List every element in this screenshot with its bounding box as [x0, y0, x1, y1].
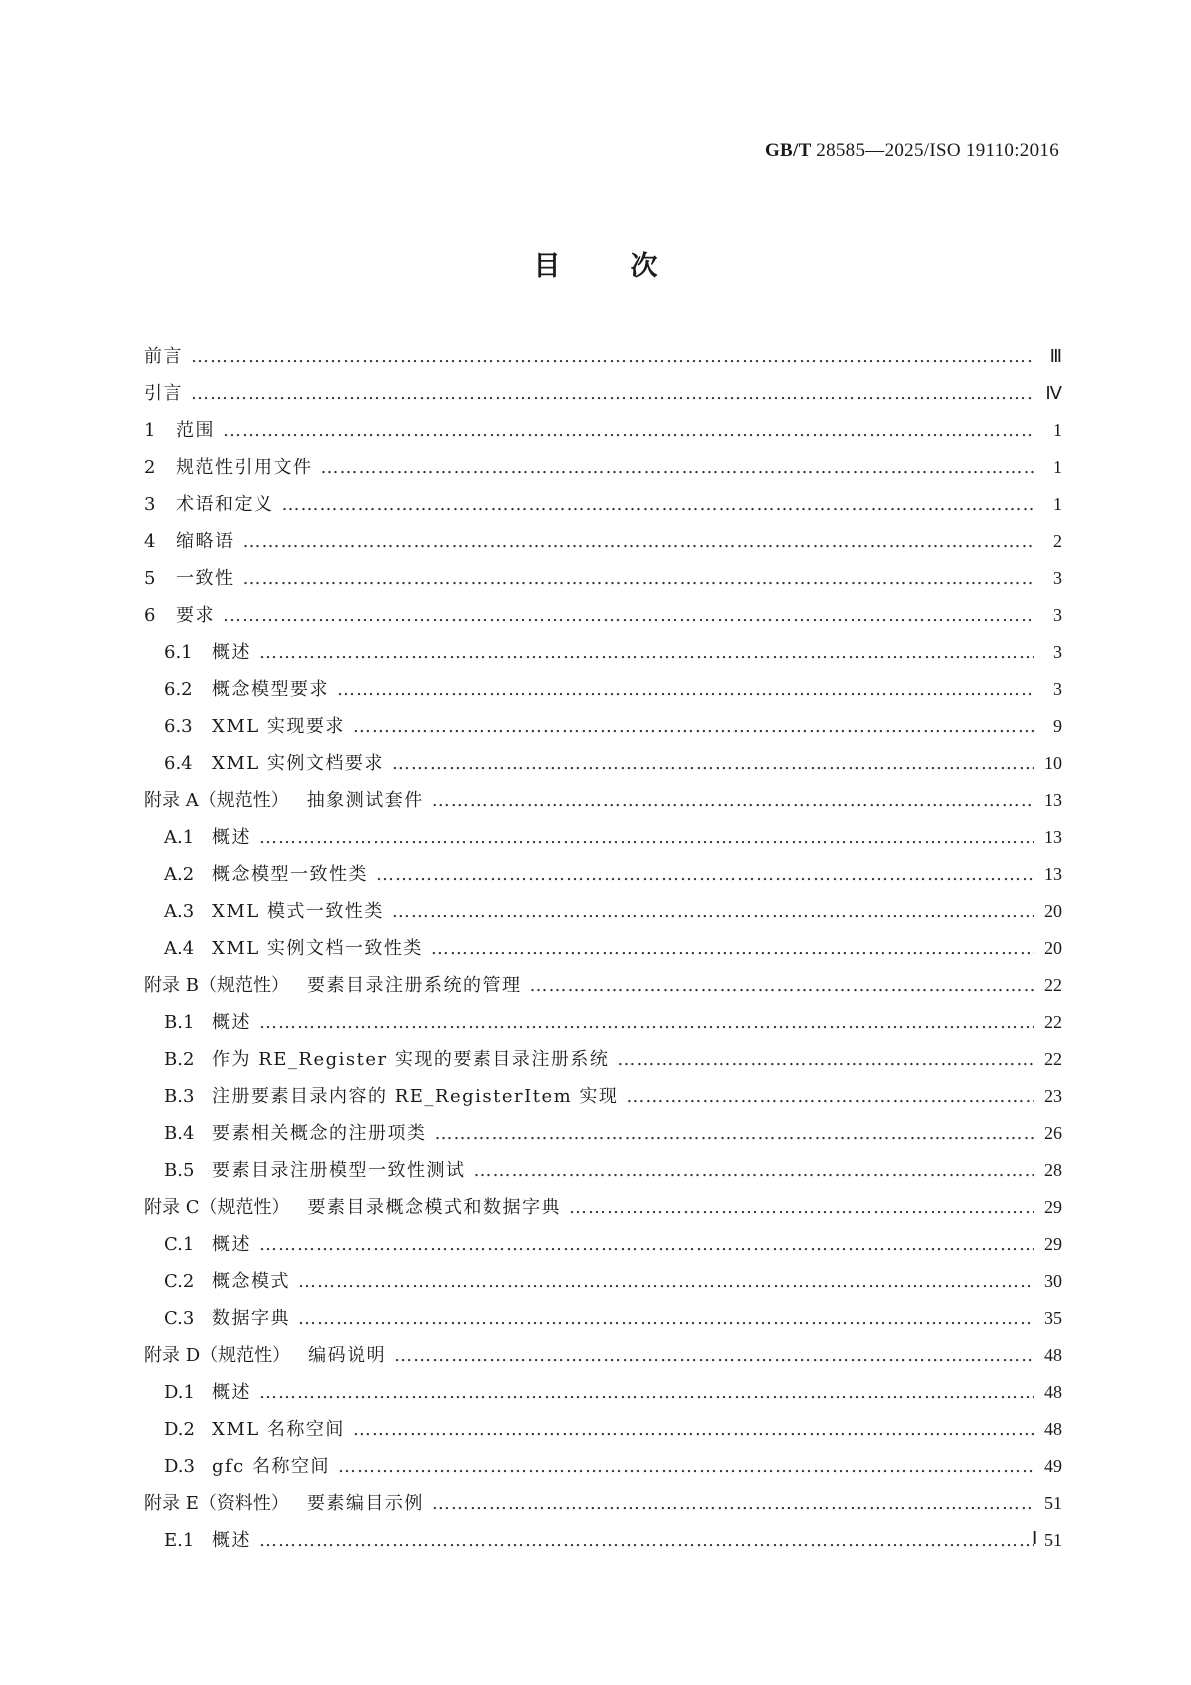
toc-leader-dots: [353, 1411, 1034, 1448]
toc-entry[interactable]: [144, 782, 1062, 819]
toc-entry-label: 要素相关概念的注册项类: [212, 1123, 427, 1144]
toc-entry-page: 22: [1044, 975, 1062, 995]
toc-entry-number: 3: [144, 494, 156, 515]
toc-entry-number: D.2: [164, 1419, 195, 1440]
toc-entry[interactable]: [144, 1522, 1062, 1559]
toc-entry-number: A.3: [164, 901, 195, 922]
toc-entry[interactable]: [144, 856, 1062, 893]
toc-entry-page: 28: [1044, 1160, 1062, 1180]
toc-entry[interactable]: [144, 412, 1062, 449]
toc-entry-label: 要素目录注册模型一致性测试: [212, 1160, 466, 1181]
toc-entry[interactable]: [144, 1448, 1062, 1485]
toc-leader-dots: [435, 1115, 1035, 1152]
toc-entry[interactable]: [144, 1263, 1062, 1300]
toc-entry-page: 22: [1044, 1012, 1062, 1032]
toc-entry-label: 术语和定义: [176, 494, 274, 515]
toc-entry[interactable]: [144, 375, 1062, 412]
toc-leader-dots: [321, 449, 1035, 486]
toc-entry-page: 49: [1044, 1456, 1062, 1476]
toc-entry-number: 附录 B（规范性）: [144, 975, 289, 996]
toc-entry[interactable]: [144, 1041, 1062, 1078]
toc-entry-label: 概述: [212, 1234, 251, 1255]
toc-entry[interactable]: [144, 1337, 1062, 1374]
toc-leader-dots: [223, 412, 1034, 449]
toc-leader-dots: [298, 1300, 1034, 1337]
toc-entry[interactable]: [144, 745, 1062, 782]
toc-entry[interactable]: [144, 1411, 1062, 1448]
standard-number: [765, 140, 1059, 162]
toc-leader-dots: [243, 560, 1035, 597]
toc-entry-number: B.2: [164, 1049, 195, 1070]
toc-leader-dots: [298, 1263, 1034, 1300]
toc-entry-page: 23: [1044, 1086, 1062, 1106]
toc-entry-label: 概述: [212, 642, 251, 663]
toc-entry-page: 1: [1053, 494, 1062, 514]
toc-entry-label: 前言: [144, 346, 183, 367]
toc-entry-number: B.5: [164, 1160, 195, 1181]
toc-leader-dots: [223, 597, 1034, 634]
toc-entry-number: E.1: [164, 1530, 195, 1551]
toc-entry-page: 9: [1053, 716, 1062, 736]
toc-entry-number: B.1: [164, 1012, 195, 1033]
toc-leader-dots: [432, 1485, 1034, 1522]
toc-leader-dots: [353, 708, 1034, 745]
title-char-2: 次: [630, 251, 658, 282]
toc-leader-dots: [282, 486, 1035, 523]
toc-entry-page: 13: [1044, 864, 1062, 884]
table-of-contents: [144, 338, 1062, 1559]
toc-entry-page: 51: [1044, 1530, 1062, 1550]
toc-entry-label: 概念模型要求: [212, 679, 329, 700]
toc-entry-number: A.4: [164, 938, 195, 959]
toc-entry-label: 概述: [212, 1012, 251, 1033]
toc-entry-label: 概述: [212, 1382, 251, 1403]
toc-entry-page: 13: [1044, 790, 1062, 810]
toc-entry-label: gfc 名称空间: [212, 1456, 330, 1477]
toc-entry-page: 1: [1053, 457, 1062, 477]
toc-entry-page: 29: [1044, 1234, 1062, 1254]
toc-entry-number: D.3: [164, 1456, 195, 1477]
toc-entry-label: 要素编目示例: [306, 1493, 424, 1514]
toc-leader-dots: [191, 338, 1034, 375]
toc-entry-label: 编码说明: [308, 1345, 387, 1366]
toc-entry[interactable]: [144, 1300, 1062, 1337]
toc-entry-page: 48: [1044, 1345, 1062, 1365]
toc-leader-dots: [529, 967, 1034, 1004]
toc-entry[interactable]: [144, 523, 1062, 560]
toc-entry[interactable]: [144, 1485, 1062, 1522]
toc-entry-page: 22: [1044, 1049, 1062, 1069]
toc-leader-dots: [432, 782, 1034, 819]
toc-entry-label: 抽象测试套件: [306, 790, 424, 811]
toc-entry-page: 48: [1044, 1419, 1062, 1439]
toc-entry-number: 2: [144, 457, 156, 478]
toc-entry-label: XML 实现要求: [212, 716, 345, 737]
toc-entry-number: 附录 E（资料性）: [144, 1493, 289, 1514]
toc-entry[interactable]: [144, 1004, 1062, 1041]
toc-entry-number: C.1: [164, 1234, 195, 1255]
toc-leader-dots: [259, 1522, 1034, 1559]
toc-leader-dots: [243, 523, 1035, 560]
toc-leader-dots: [569, 1189, 1034, 1226]
toc-entry-number: 6: [144, 605, 156, 626]
toc-entry[interactable]: [144, 1374, 1062, 1411]
toc-entry[interactable]: [144, 338, 1062, 375]
toc-entry-page: 3: [1053, 605, 1062, 625]
toc-leader-dots: [259, 1374, 1034, 1411]
toc-entry-label: 范围: [176, 420, 215, 441]
toc-leader-dots: [259, 1226, 1034, 1263]
toc-leader-dots: [626, 1078, 1034, 1115]
toc-entry-page: 20: [1044, 901, 1062, 921]
toc-entry-page: 3: [1053, 642, 1062, 662]
toc-entry[interactable]: [144, 1078, 1062, 1115]
toc-entry[interactable]: [144, 597, 1062, 634]
toc-leader-dots: [259, 1004, 1034, 1041]
toc-entry-label: 数据字典: [212, 1308, 290, 1329]
toc-entry-page: 1: [1053, 420, 1062, 440]
toc-leader-dots: [392, 893, 1034, 930]
toc-entry-number: A.1: [164, 827, 195, 848]
toc-leader-dots: [394, 1337, 1034, 1374]
toc-entry-page: 35: [1044, 1308, 1062, 1328]
toc-leader-dots: [259, 819, 1034, 856]
toc-entry[interactable]: [144, 1226, 1062, 1263]
toc-entry-label: XML 实例文档要求: [212, 753, 384, 774]
toc-entry-label: 引言: [144, 383, 183, 404]
toc-entry-number: 6.1: [164, 642, 193, 663]
toc-entry[interactable]: [144, 819, 1062, 856]
toc-entry-number: 6.4: [164, 753, 193, 774]
toc-leader-dots: [431, 930, 1034, 967]
toc-leader-dots: [191, 375, 1034, 412]
page-number: Ⅰ: [1032, 1528, 1038, 1548]
toc-entry-label: 作为 RE_Register 实现的要素目录注册系统: [212, 1049, 610, 1070]
toc-entry-page: Ⅳ: [1045, 383, 1062, 403]
toc-entry[interactable]: [144, 1115, 1062, 1152]
toc-entry[interactable]: [144, 449, 1062, 486]
toc-entry-label: 注册要素目录内容的 RE_RegisterItem 实现: [212, 1086, 619, 1107]
toc-entry-number: D.1: [164, 1382, 195, 1403]
toc-entry-label: 一致性: [176, 568, 235, 589]
toc-entry-page: 51: [1044, 1493, 1062, 1513]
toc-entry-label: 要素目录注册系统的管理: [306, 975, 522, 996]
toc-entry-number: 附录 D（规范性）: [144, 1345, 291, 1366]
toc-entry-label: 概述: [212, 827, 251, 848]
toc-entry-page: 30: [1044, 1271, 1062, 1291]
toc-entry-label: 要求: [176, 605, 215, 626]
title-char-1: 目: [533, 251, 561, 282]
toc-entry-number: B.4: [164, 1123, 195, 1144]
toc-entry-page: 13: [1044, 827, 1062, 847]
toc-entry-number: 1: [144, 420, 156, 441]
toc-entry[interactable]: [144, 930, 1062, 967]
toc-entry-label: 概念模型一致性类: [212, 864, 368, 885]
toc-leader-dots: [474, 1152, 1035, 1189]
toc-entry-label: XML 模式一致性类: [212, 901, 384, 922]
toc-entry[interactable]: [144, 708, 1062, 745]
toc-entry[interactable]: [144, 893, 1062, 930]
toc-entry-number: 6.2: [164, 679, 193, 700]
toc-entry[interactable]: [144, 967, 1062, 1004]
toc-entry-label: 缩略语: [176, 531, 235, 552]
toc-entry-number: A.2: [164, 864, 195, 885]
toc-entry-page: Ⅲ: [1049, 346, 1062, 366]
standard-code: GB/T: [764, 140, 812, 161]
toc-entry-page: 2: [1053, 531, 1062, 551]
toc-entry-label: 概念模式: [212, 1271, 290, 1292]
toc-entry-label: XML 名称空间: [212, 1419, 345, 1440]
toc-entry-page: 10: [1044, 753, 1062, 773]
toc-entry[interactable]: [144, 486, 1062, 523]
toc-entry-number: 5: [144, 568, 156, 589]
toc-leader-dots: [376, 856, 1034, 893]
toc-entry-number: 附录 A（规范性）: [144, 790, 289, 811]
toc-entry-page: 3: [1053, 568, 1062, 588]
toc-entry[interactable]: [144, 671, 1062, 708]
toc-leader-dots: [617, 1041, 1034, 1078]
toc-entry[interactable]: [144, 560, 1062, 597]
toc-leader-dots: [337, 671, 1034, 708]
toc-leader-dots: [259, 634, 1034, 671]
toc-entry-number: 附录 C（规范性）: [144, 1197, 290, 1218]
toc-entry-label: 规范性引用文件: [176, 457, 313, 478]
toc-entry-number: 4: [144, 531, 156, 552]
toc-entry-label: 概述: [212, 1530, 251, 1551]
toc-entry-page: 26: [1044, 1123, 1062, 1143]
toc-entry-number: 6.3: [164, 716, 193, 737]
toc-entry-number: C.3: [164, 1308, 195, 1329]
toc-entry-page: 20: [1044, 938, 1062, 958]
toc-leader-dots: [338, 1448, 1034, 1485]
toc-entry-page: 29: [1044, 1197, 1062, 1217]
toc-entry-page: 48: [1044, 1382, 1062, 1402]
toc-leader-dots: [392, 745, 1034, 782]
toc-entry[interactable]: [144, 1189, 1062, 1226]
toc-entry[interactable]: [144, 634, 1062, 671]
standard-code-rest: 28585—2025/ISO 19110:2016: [816, 140, 1059, 161]
toc-entry-label: XML 实例文档一致性类: [212, 938, 423, 959]
toc-entry-number: C.2: [164, 1271, 195, 1292]
toc-entry-label: 要素目录概念模式和数据字典: [307, 1197, 561, 1218]
toc-entry[interactable]: [144, 1152, 1062, 1189]
toc-entry-number: B.3: [164, 1086, 195, 1107]
page-title: [0, 244, 1191, 283]
toc-entry-page: 3: [1053, 679, 1062, 699]
